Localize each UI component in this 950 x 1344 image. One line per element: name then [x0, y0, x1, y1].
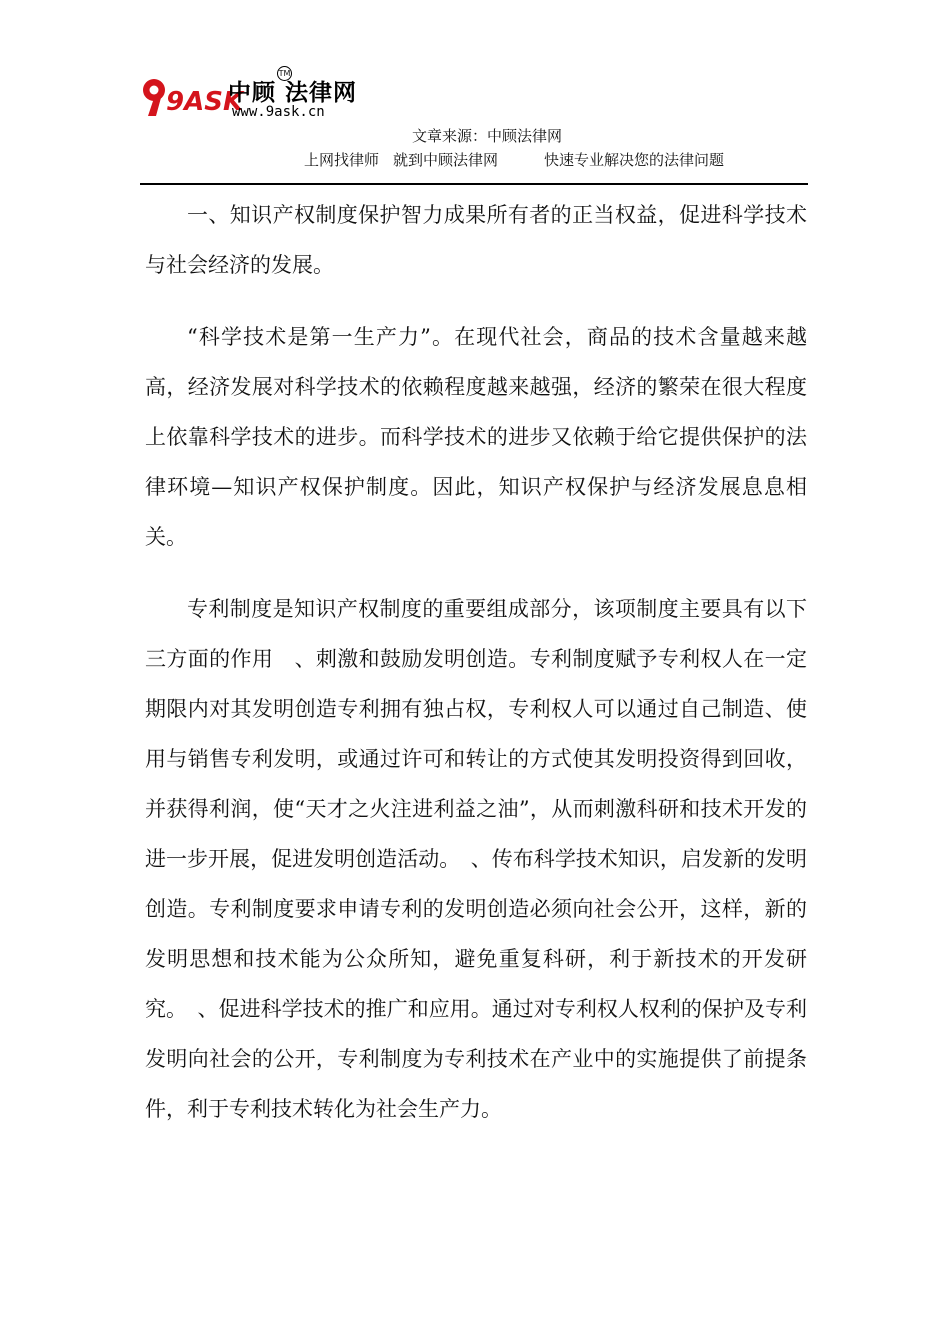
- logo-brand-text: 9ASK: [166, 87, 244, 117]
- header-divider: [140, 183, 808, 185]
- article-paragraph: 一、知识产权制度保护智力成果所有者的正当权益，促进科学技术与社会经济的发展。: [145, 203, 807, 277]
- article-paragraph: 专利制度是知识产权制度的重要组成部分，该项制度主要具有以下三方面的作用 、刺激和鼓励发明创造。专利制度赋予专利权人在一定期限内对其发明创造专利拥有独占权，专利权人可以通过自己制造、使用与销售专利发明，或通过许可和转让的方式使其发明投资得到回收，并获得利润，使“天才之火注进利益之油”，从而刺激科研和技术开发的进一步开展，促进发明创造活动。 、传布科学技术知识，启发新的发明创造。专利制度要求申请专利的发明创造必须向社会公开，这样，新的发明思想和技术能为公众所知，避免重复科研，利于新技术的开发研究。 、促进科学技术的推广和应用。通过对专利权人权利的保护及专利发明向社会的公开，专利制度为专利技术在产业中的实施提供了前提条件，利于专利技术转化为社会生产力。: [145, 597, 807, 1121]
- logo-chinese-name: 中顾 法律网: [228, 80, 358, 106]
- tagline-part: 就到中顾法律网: [393, 151, 499, 169]
- header-tagline: [304, 149, 738, 170]
- 9ask-logo-icon: [140, 74, 244, 120]
- tagline-part: 快速专业解决您的法律问题: [544, 151, 725, 169]
- article-paragraph: “科学技术是第一生产力”。在现代社会，商品的技术含量越来越高，经济发展对科学技术的依赖程度越来越强，经济的繁荣在很大程度上依靠科学技术的进步。而科学技术的进步又依赖于给它提供保护的法律环境—知识产权保护制度。因此，知识产权保护与经济发展息息相关。: [145, 325, 807, 549]
- tagline-part: 上网找律师: [304, 151, 380, 169]
- trademark-badge: TM: [277, 66, 292, 81]
- article-body: [145, 190, 807, 1134]
- article-source: 文章来源：中顾法律网: [412, 127, 563, 145]
- site-logo[interactable]: [140, 69, 380, 128]
- logo-url: www.9ask.cn: [232, 104, 325, 120]
